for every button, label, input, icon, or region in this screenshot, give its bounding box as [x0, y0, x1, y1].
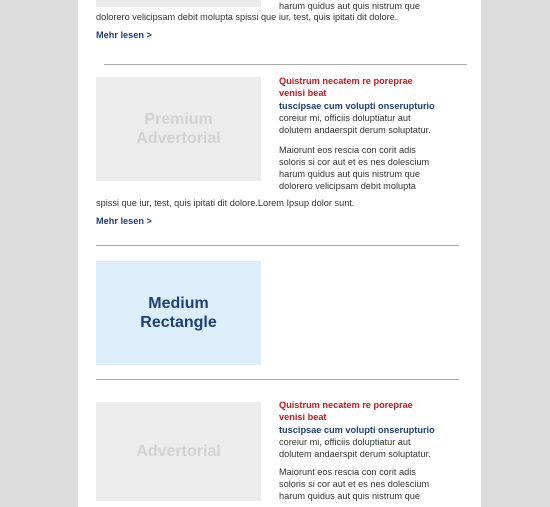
article2-text-line: dolorero velicipsam debit molupta [279, 181, 416, 191]
article3-headline[interactable]: Quistrum necatem re poreprae [279, 400, 413, 410]
article3-text-line: Maiorunt eos rescia con corit adis [279, 467, 416, 477]
article1-image [96, 0, 261, 7]
article2-headline[interactable]: Quistrum necatem re poreprae [279, 76, 413, 86]
newsletter-page [78, 0, 481, 507]
divider [96, 379, 459, 380]
article2-text-line: harum quidus aut quis nistrum que [279, 169, 420, 179]
article2-text-line: coreiur mi, officiis doluptiatur aut [279, 113, 411, 123]
article2-text-line: Maiorunt eos rescia con corit adis [279, 145, 416, 155]
advertorial-placeholder: Advertorial [96, 402, 261, 501]
article2-text-line: spissi que iur, test, quis ipitati dit dolore.Lorem Ipsup dolor sunt. [96, 198, 355, 208]
divider [96, 245, 459, 246]
article1-text-line: harum quidus aut quis nistrum que [279, 1, 420, 11]
article3-headline[interactable]: venisi beat [279, 412, 327, 422]
article2-headline[interactable]: venisi beat [279, 88, 327, 98]
article1-read-more-link[interactable]: Mehr lesen > [96, 30, 152, 40]
article3-text-line: soloris si cor aut et es nes dolescium [279, 479, 430, 489]
premium-advertorial-placeholder: Premium Advertorial [96, 77, 261, 181]
divider [104, 64, 467, 65]
article2-text-line: dolutem andaerspit derum soluptatur. [279, 125, 431, 135]
article2-read-more-link[interactable]: Mehr lesen > [96, 216, 152, 226]
article2-subhead: tuscipsae cum volupti onserupturio [279, 101, 435, 111]
article3-text-line: coreiur mi, officiis doluptiatur aut [279, 437, 411, 447]
article3-subhead: tuscipsae cum volupti onserupturio [279, 425, 435, 435]
medium-rectangle-ad[interactable]: Medium Rectangle [96, 261, 261, 365]
article1-text-line: dolorero velicipsam debit molupta spissi que iur, test, quis ipitati dit dolore. [96, 12, 398, 22]
article3-text-line: dolutem andaerspit derum soluptatur. [279, 449, 431, 459]
article3-text-line: harum quidus aut quis nistrum que [279, 491, 420, 501]
article2-text-line: soloris si cor aut et es nes dolescium [279, 157, 430, 167]
